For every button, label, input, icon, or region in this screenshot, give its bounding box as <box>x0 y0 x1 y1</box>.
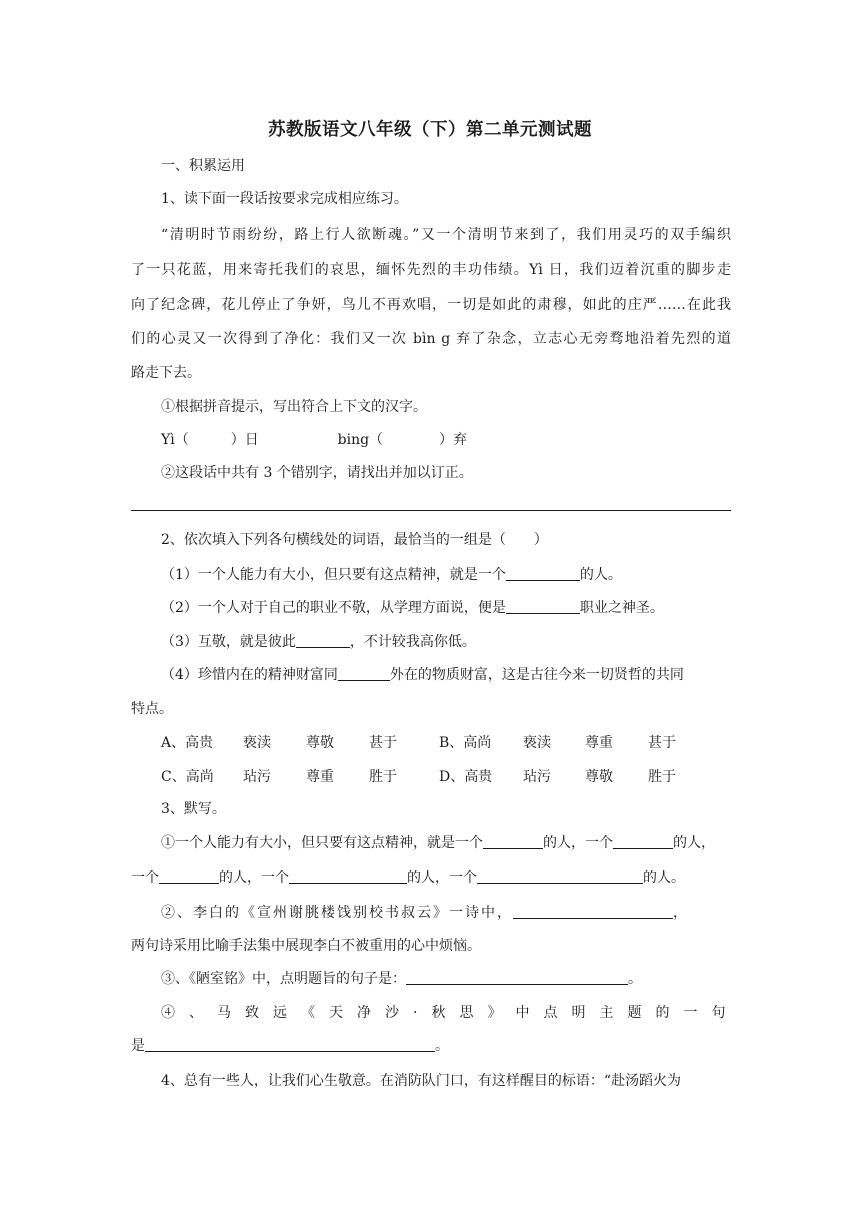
fill-blank[interactable] <box>506 598 580 614</box>
option-word: 甚于 <box>648 735 676 751</box>
q3-s4-text: 。 <box>435 1038 449 1054</box>
option-word: 尊敬 <box>306 735 334 751</box>
pinyin-blank-yi[interactable]: Yì（ ）日 <box>161 432 259 448</box>
q1-passage-line: 们的心灵又一次得到了净化：我们又一次 bìn g 弃了杂念，立志心无旁骛地沿着先烈的道 <box>131 331 731 347</box>
q3-s4-text: 是 <box>131 1038 145 1054</box>
q3-stem: 3、默写。 <box>161 801 226 817</box>
q3-s1-text: ①一个人能力有大小，但只要有这点精神，就是一个 <box>161 835 483 851</box>
q1-passage-line: 向了纪念碑，花儿停止了争妍，鸟儿不再欢唱，一切是如此的肃穆，如此的庄严……在此我 <box>131 297 731 313</box>
q3-item-4 <box>161 1003 740 1023</box>
option-word: 玷污 <box>523 769 551 785</box>
q3-s1-text: 的人，一个 <box>219 870 289 886</box>
fill-blank[interactable] <box>513 903 673 919</box>
option-a-label[interactable]: A、高贵 <box>161 735 214 751</box>
q3-s3-text: ③、《陋室铭》中，点明题旨的句子是： <box>161 971 406 987</box>
q3-s1-text: 的人，一个 <box>407 870 477 886</box>
q3-s1-text: 的人，一个 <box>543 835 613 851</box>
option-word: 尊敬 <box>585 769 613 785</box>
answer-line[interactable] <box>131 510 731 511</box>
fill-blank[interactable] <box>338 665 390 681</box>
option-word: 亵渎 <box>243 735 271 751</box>
fill-blank[interactable] <box>296 632 350 648</box>
q3-s1-text: 的人。 <box>643 870 685 886</box>
option-word: 亵渎 <box>523 735 551 751</box>
q3-item-4-cont <box>131 1036 731 1056</box>
q2-options-row <box>161 767 731 787</box>
q3-s4-text: ④、马致远《天净沙·秋思》中点明主题的一句 <box>161 1005 740 1021</box>
q2-sentence-1 <box>161 565 731 585</box>
fill-blank[interactable] <box>406 969 628 985</box>
fill-blank[interactable] <box>159 868 219 884</box>
q2-sentence-2 <box>161 598 731 618</box>
q3-s3-text: 。 <box>628 971 642 987</box>
q2-s3-text-end: ，不计较我高你低。 <box>349 634 476 650</box>
q3-s1-text: 一个 <box>131 870 159 886</box>
option-c-label[interactable]: C、高尚 <box>161 769 214 785</box>
section-heading: 一、积累运用 <box>161 158 245 174</box>
q2-s1-text: （1）一个人能力有大小，但只要有这点精神，就是一个 <box>161 567 506 583</box>
option-word: 尊重 <box>306 769 334 785</box>
q2-sentence-4-cont: 特点。 <box>131 701 173 717</box>
q3-item-1 <box>161 833 731 853</box>
q1-stem: 1、读下面一段话按要求完成相应练习。 <box>161 191 408 207</box>
fill-blank[interactable] <box>477 868 643 884</box>
option-word: 甚于 <box>369 735 397 751</box>
pinyin-blank-bing[interactable]: bing（ ）弃 <box>337 432 468 448</box>
q3-item-3 <box>161 969 731 989</box>
q3-s1-text: 的人， <box>673 835 715 851</box>
q2-s2-text-end: 职业之神圣。 <box>579 600 664 616</box>
q2-s3-text: （3）互敬，就是彼此 <box>161 634 296 650</box>
q2-s4-text: （4）珍惜内在的精神财富同 <box>161 667 338 683</box>
q1-passage-line: 了一只花蓝，用来寄托我们的哀思，缅怀先烈的丰功伟绩。Yì 日，我们迈着沉重的脚步走 <box>131 262 731 278</box>
q1-passage-line: 路走下去。 <box>131 365 201 381</box>
q2-stem: 2、依次填入下列各句横线处的词语，最恰当的一组是（ ） <box>161 532 548 548</box>
q3-s2-text: ， <box>673 905 687 921</box>
q1-sub1: ①根据拼音提示，写出符合上下文的汉字。 <box>161 399 427 415</box>
fill-blank[interactable] <box>483 833 543 849</box>
fill-blank[interactable] <box>613 833 673 849</box>
fill-blank[interactable] <box>506 565 580 581</box>
q2-s1-text-end: 的人。 <box>579 567 622 583</box>
q2-s2-text: （2）一个人对于自己的职业不敬，从学理方面说，便是 <box>161 600 506 616</box>
option-d-label[interactable]: D、高贵 <box>439 769 493 785</box>
page-title: 苏教版语文八年级（下）第二单元测试题 <box>268 120 592 140</box>
q2-s4-text-end: 外在的物质财富，这是古往今来一切贤哲的共同 <box>389 667 684 683</box>
q1-sub2: ②这段话中共有 3 个错别字，请找出并加以订正。 <box>161 465 473 481</box>
q3-item-1-cont <box>131 868 731 888</box>
q4-stem: 4、总有一些人，让我们心生敬意。在消防队门口，有这样醒目的标语：“赴汤蹈火为 <box>161 1073 682 1089</box>
option-word: 尊重 <box>585 735 613 751</box>
q3-item-2-cont: 两句诗采用比喻手法集中展现李白不被重用的心中烦恼。 <box>131 938 481 954</box>
fill-blank[interactable] <box>289 868 407 884</box>
option-word: 胜于 <box>648 769 676 785</box>
option-b-label[interactable]: B、高尚 <box>439 735 492 751</box>
q1-passage-line: “清明时节雨纷纷，路上行人欲断魂。”又一个清明节来到了，我们用灵巧的双手编织 <box>161 227 731 243</box>
option-word: 玷污 <box>243 769 271 785</box>
q3-item-2 <box>161 903 731 923</box>
fill-blank[interactable] <box>145 1036 435 1052</box>
option-word: 胜于 <box>369 769 397 785</box>
q2-options-row <box>161 733 731 753</box>
q3-s2-text: ②、李白的《宣州谢朓楼饯别校书叔云》一诗中， <box>161 905 513 921</box>
q2-sentence-4 <box>161 665 731 685</box>
q1-pinyin-row <box>161 430 731 450</box>
q2-sentence-3 <box>161 632 731 652</box>
